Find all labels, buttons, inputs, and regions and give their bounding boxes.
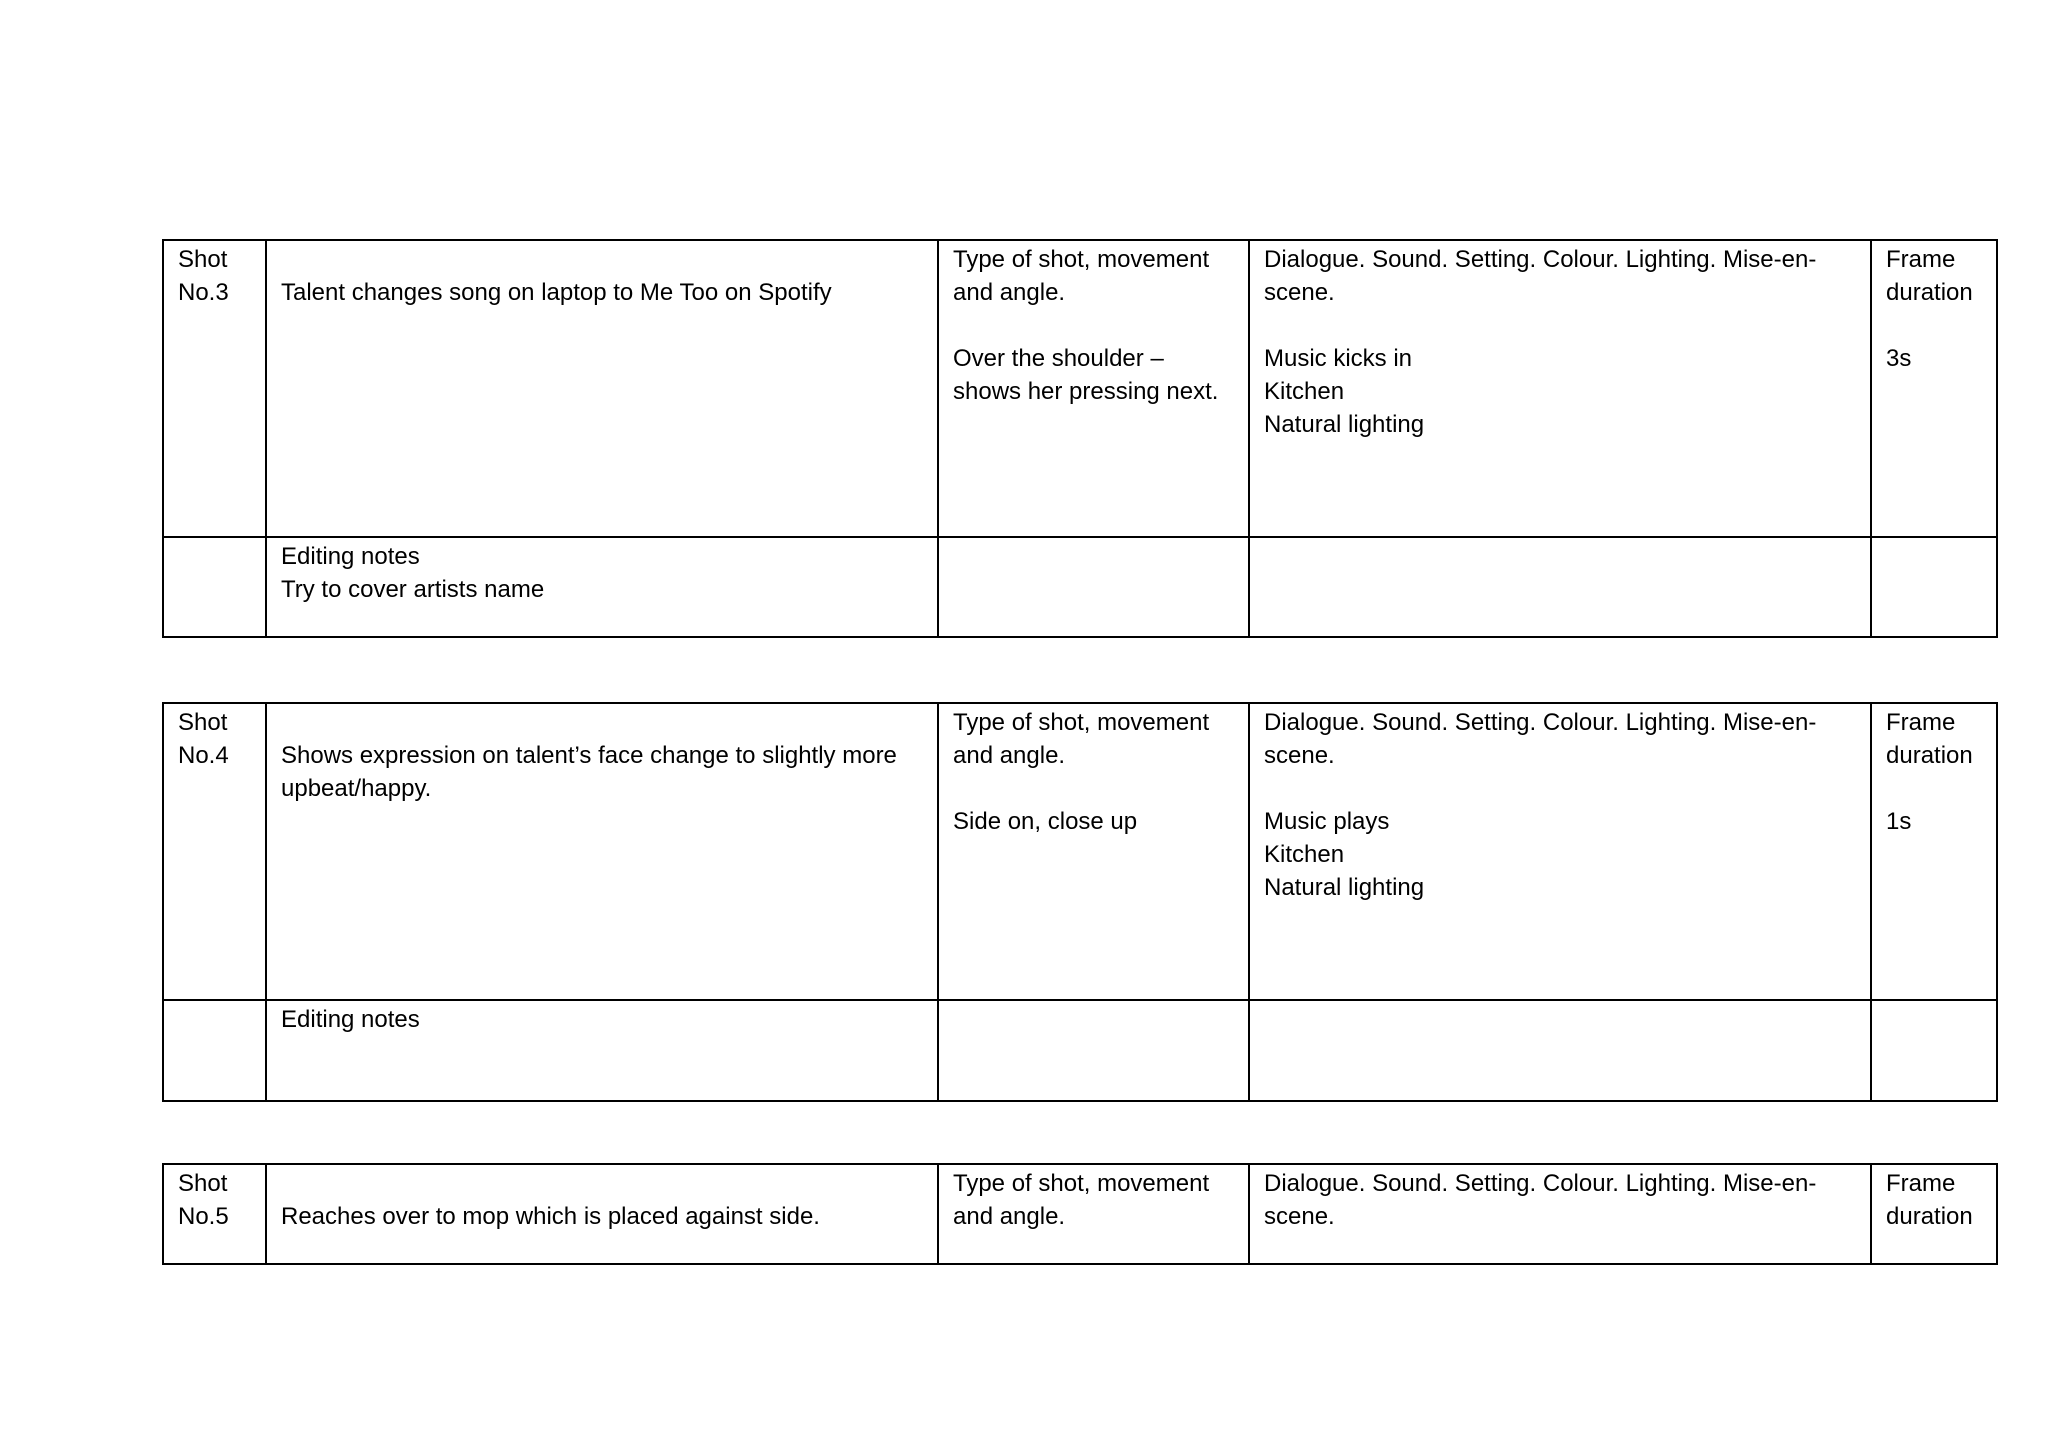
shot-main-row	[163, 703, 1997, 1000]
shot-label-cell	[163, 240, 266, 537]
frame-duration-cell	[1871, 1164, 1997, 1264]
shot-type-value: Side on, close up	[953, 808, 1138, 835]
sound-setting-heading: Dialogue. Sound. Setting. Colour. Lighting. Mise-en- scene.	[1264, 1170, 1817, 1230]
description-cell	[266, 240, 938, 537]
shot-description: Reaches over to mop which is placed against side.	[281, 1203, 820, 1230]
frame-duration-value: 1s	[1886, 808, 1912, 835]
shot-description: Talent changes song on laptop to Me Too on Spotify	[281, 279, 832, 306]
editing-notes-cell	[266, 1000, 938, 1101]
empty-cell	[163, 1000, 266, 1101]
frame-duration-cell	[1871, 240, 1997, 537]
shot-label-cell	[163, 1164, 266, 1264]
sound-setting-heading: Dialogue. Sound. Setting. Colour. Lighting. Mise-en- scene.	[1264, 246, 1817, 306]
frame-duration-heading: Frame duration	[1886, 246, 1973, 306]
editing-notes-row	[163, 537, 1997, 637]
shot-label: Shot No.3	[178, 246, 229, 306]
frame-duration-heading: Frame duration	[1886, 709, 1973, 769]
shot-label-cell	[163, 703, 266, 1000]
shot-label: Shot No.4	[178, 709, 229, 769]
shot-type-value: Over the shoulder – shows her pressing next.	[953, 345, 1219, 405]
frame-duration-heading: Frame duration	[1886, 1170, 1973, 1230]
editing-notes-cell	[266, 537, 938, 637]
shot-type-cell	[938, 240, 1249, 537]
sound-setting-cell	[1249, 240, 1871, 537]
shot-table-5	[162, 1163, 1998, 1265]
empty-cell	[938, 537, 1249, 637]
sound-setting-value: Music kicks in Kitchen Natural lighting	[1264, 345, 1425, 438]
description-cell	[266, 1164, 938, 1264]
empty-cell	[1871, 537, 1997, 637]
shot-table-3	[162, 239, 1998, 638]
empty-cell	[163, 537, 266, 637]
sound-setting-heading: Dialogue. Sound. Setting. Colour. Lighting. Mise-en- scene.	[1264, 709, 1817, 769]
shot-table-4	[162, 702, 1998, 1102]
empty-cell	[938, 1000, 1249, 1101]
empty-cell	[1249, 537, 1871, 637]
editing-notes: Editing notes	[281, 1006, 420, 1033]
empty-cell	[1249, 1000, 1871, 1101]
shot-description: Shows expression on talent’s face change to slightly more upbeat/happy.	[281, 742, 897, 802]
shot-type-heading: Type of shot, movement and angle.	[953, 1170, 1210, 1230]
shot-type-heading: Type of shot, movement and angle.	[953, 246, 1210, 306]
description-cell	[266, 703, 938, 1000]
shot-type-cell	[938, 703, 1249, 1000]
shot-type-heading: Type of shot, movement and angle.	[953, 709, 1210, 769]
shot-main-row	[163, 1164, 1997, 1264]
sound-setting-cell	[1249, 703, 1871, 1000]
empty-cell	[1871, 1000, 1997, 1101]
editing-notes-row	[163, 1000, 1997, 1101]
sound-setting-value: Music plays Kitchen Natural lighting	[1264, 808, 1425, 901]
sound-setting-cell	[1249, 1164, 1871, 1264]
frame-duration-value: 3s	[1886, 345, 1912, 372]
shot-label: Shot No.5	[178, 1170, 229, 1230]
frame-duration-cell	[1871, 703, 1997, 1000]
shot-main-row	[163, 240, 1997, 537]
editing-notes: Editing notes Try to cover artists name	[281, 543, 545, 603]
shot-type-cell	[938, 1164, 1249, 1264]
